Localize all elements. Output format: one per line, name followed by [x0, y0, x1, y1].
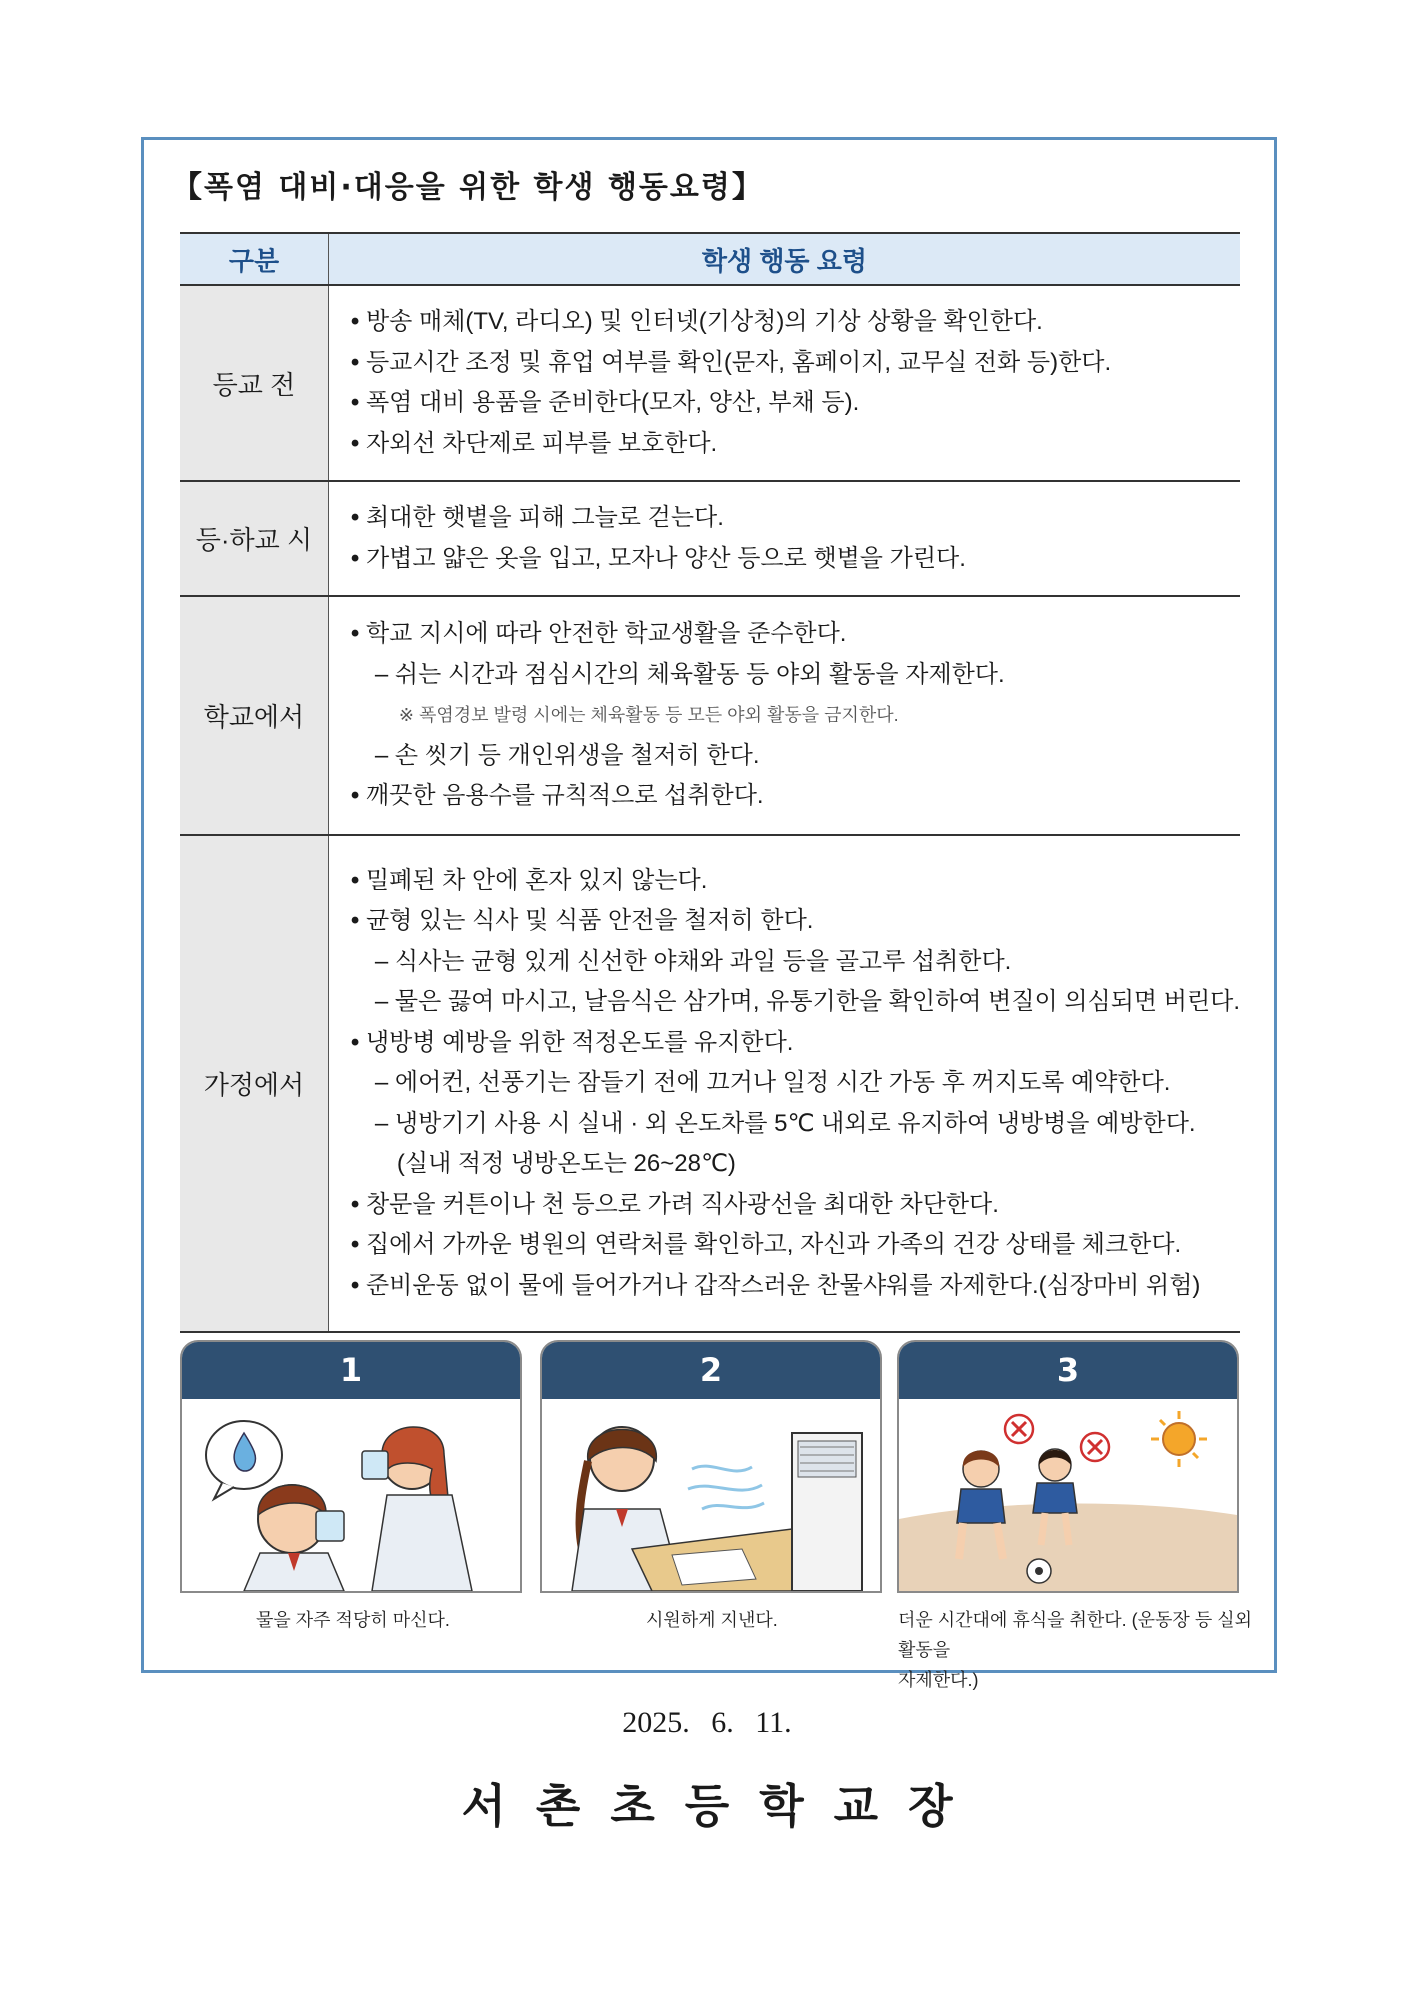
illustration-panel-2: [540, 1340, 882, 1593]
guideline-item: • 냉방병 예방을 위한 적정온도를 유지한다.: [351, 1023, 1240, 1064]
drinking-water-illustration: [182, 1399, 520, 1591]
table-row: [180, 596, 1240, 835]
prohibited-icon: [1081, 1433, 1109, 1461]
row-guidelines: [328, 596, 1240, 835]
guideline-item: • 학교 지시에 따라 안전한 학교생활을 준수한다.: [351, 614, 1240, 655]
guideline-note: ※ 폭염경보 발령 시에는 체육활동 등 모든 야외 활동을 금지한다.: [398, 705, 899, 726]
table-header-row: [180, 233, 1240, 285]
column-header-guidelines: 학생 행동 요령: [328, 233, 1240, 285]
guideline-subitem: – 식사는 균형 있게 신선한 야채와 과일 등을 골고루 섭취한다.: [374, 947, 1012, 975]
school-principal-signature: 서촌초등학교장: [461, 1779, 983, 1833]
guideline-table: [180, 232, 1240, 1333]
prohibited-icon: [1005, 1415, 1033, 1443]
wind-icon: [688, 1466, 764, 1509]
guideline-item: • 집에서 가까운 병원의 연락처를 확인하고, 자신과 가족의 건강 상태를 체크한다.: [351, 1225, 1240, 1266]
document-title: 【폭염 대비·대응을 위한 학생 행동요령】: [172, 170, 764, 205]
guideline-item: • 밀폐된 차 안에 혼자 있지 않는다.: [351, 861, 1240, 902]
row-category: 등교 전: [180, 285, 328, 481]
row-category: 등·하교 시: [180, 481, 328, 596]
guideline-subitem: – 물은 끓여 마시고, 날음식은 삼가며, 유통기한을 확인하여 변질이 의심되면 버린다.: [374, 988, 1240, 1016]
guideline-item: • 창문을 커튼이나 천 등으로 가려 직사광선을 최대한 차단한다.: [351, 1185, 1240, 1226]
staying-cool-illustration: [542, 1399, 880, 1591]
caption-line: 자제한다.): [898, 1670, 979, 1690]
row-category: 학교에서: [180, 596, 328, 835]
illustration-caption-1: 물을 자주 적당히 마신다.: [256, 1610, 450, 1630]
table-row: [180, 835, 1240, 1332]
guideline-subitem: – 쉬는 시간과 점심시간의 체육활동 등 야외 활동을 자제한다.: [374, 660, 1005, 688]
caption-line: 더운 시간대에 휴식을 취한다. (운동장 등 실외활동을: [898, 1610, 1252, 1660]
guideline-item: • 등교시간 조정 및 휴업 여부를 확인(문자, 홈페이지, 교무실 전화 등)한다.: [351, 343, 1240, 384]
guideline-item: • 가볍고 얇은 옷을 입고, 모자나 양산 등으로 햇볕을 가린다.: [351, 539, 1240, 580]
guideline-note: (실내 적정 냉방온도는 26~28℃): [396, 1150, 736, 1178]
panel-number: 3: [899, 1342, 1237, 1399]
table-row: [180, 285, 1240, 481]
column-header-category: 구분: [180, 233, 328, 285]
panel-number: 1: [182, 1342, 520, 1399]
row-guidelines: [328, 835, 1240, 1332]
illustration-panel-3: [897, 1340, 1239, 1593]
guideline-item: • 균형 있는 식사 및 식품 안전을 철저히 한다.: [351, 901, 1240, 942]
table-row: [180, 481, 1240, 596]
illustration-caption-2: 시원하게 지낸다.: [646, 1610, 778, 1630]
panel-number: 2: [542, 1342, 880, 1399]
guideline-item: • 폭염 대비 용품을 준비한다(모자, 양산, 부채 등).: [351, 383, 1240, 424]
row-category: 가정에서: [180, 835, 328, 1332]
guideline-subitem: – 냉방기기 사용 시 실내 · 외 온도차를 5℃ 내외로 유지하여 냉방병을 예방한다.: [374, 1109, 1196, 1137]
illustration-caption-3: [898, 1605, 1258, 1695]
rest-outdoors-illustration: [899, 1399, 1237, 1591]
row-guidelines: [328, 481, 1240, 596]
guideline-subitem: – 에어컨, 선풍기는 잠들기 전에 끄거나 일정 시간 가동 후 꺼지도록 예약한다.: [374, 1069, 1171, 1097]
guideline-item: • 최대한 햇볕을 피해 그늘로 걷는다.: [351, 498, 1240, 539]
document-date: 2025. 6. 11.: [622, 1706, 792, 1739]
guideline-item: • 준비운동 없이 물에 들어가거나 갑작스러운 찬물샤워를 자제한다.(심장마비 위험): [351, 1266, 1240, 1307]
guideline-subitem: – 손 씻기 등 개인위생을 철저히 한다.: [374, 741, 760, 769]
row-guidelines: [328, 285, 1240, 481]
guideline-item: • 방송 매체(TV, 라디오) 및 인터넷(기상청)의 기상 상황을 확인한다.: [351, 302, 1240, 343]
guideline-item: • 깨끗한 음용수를 규칙적으로 섭취한다.: [351, 776, 1240, 817]
illustration-panel-1: [180, 1340, 522, 1593]
guideline-item: • 자외선 차단제로 피부를 보호한다.: [351, 424, 1240, 465]
